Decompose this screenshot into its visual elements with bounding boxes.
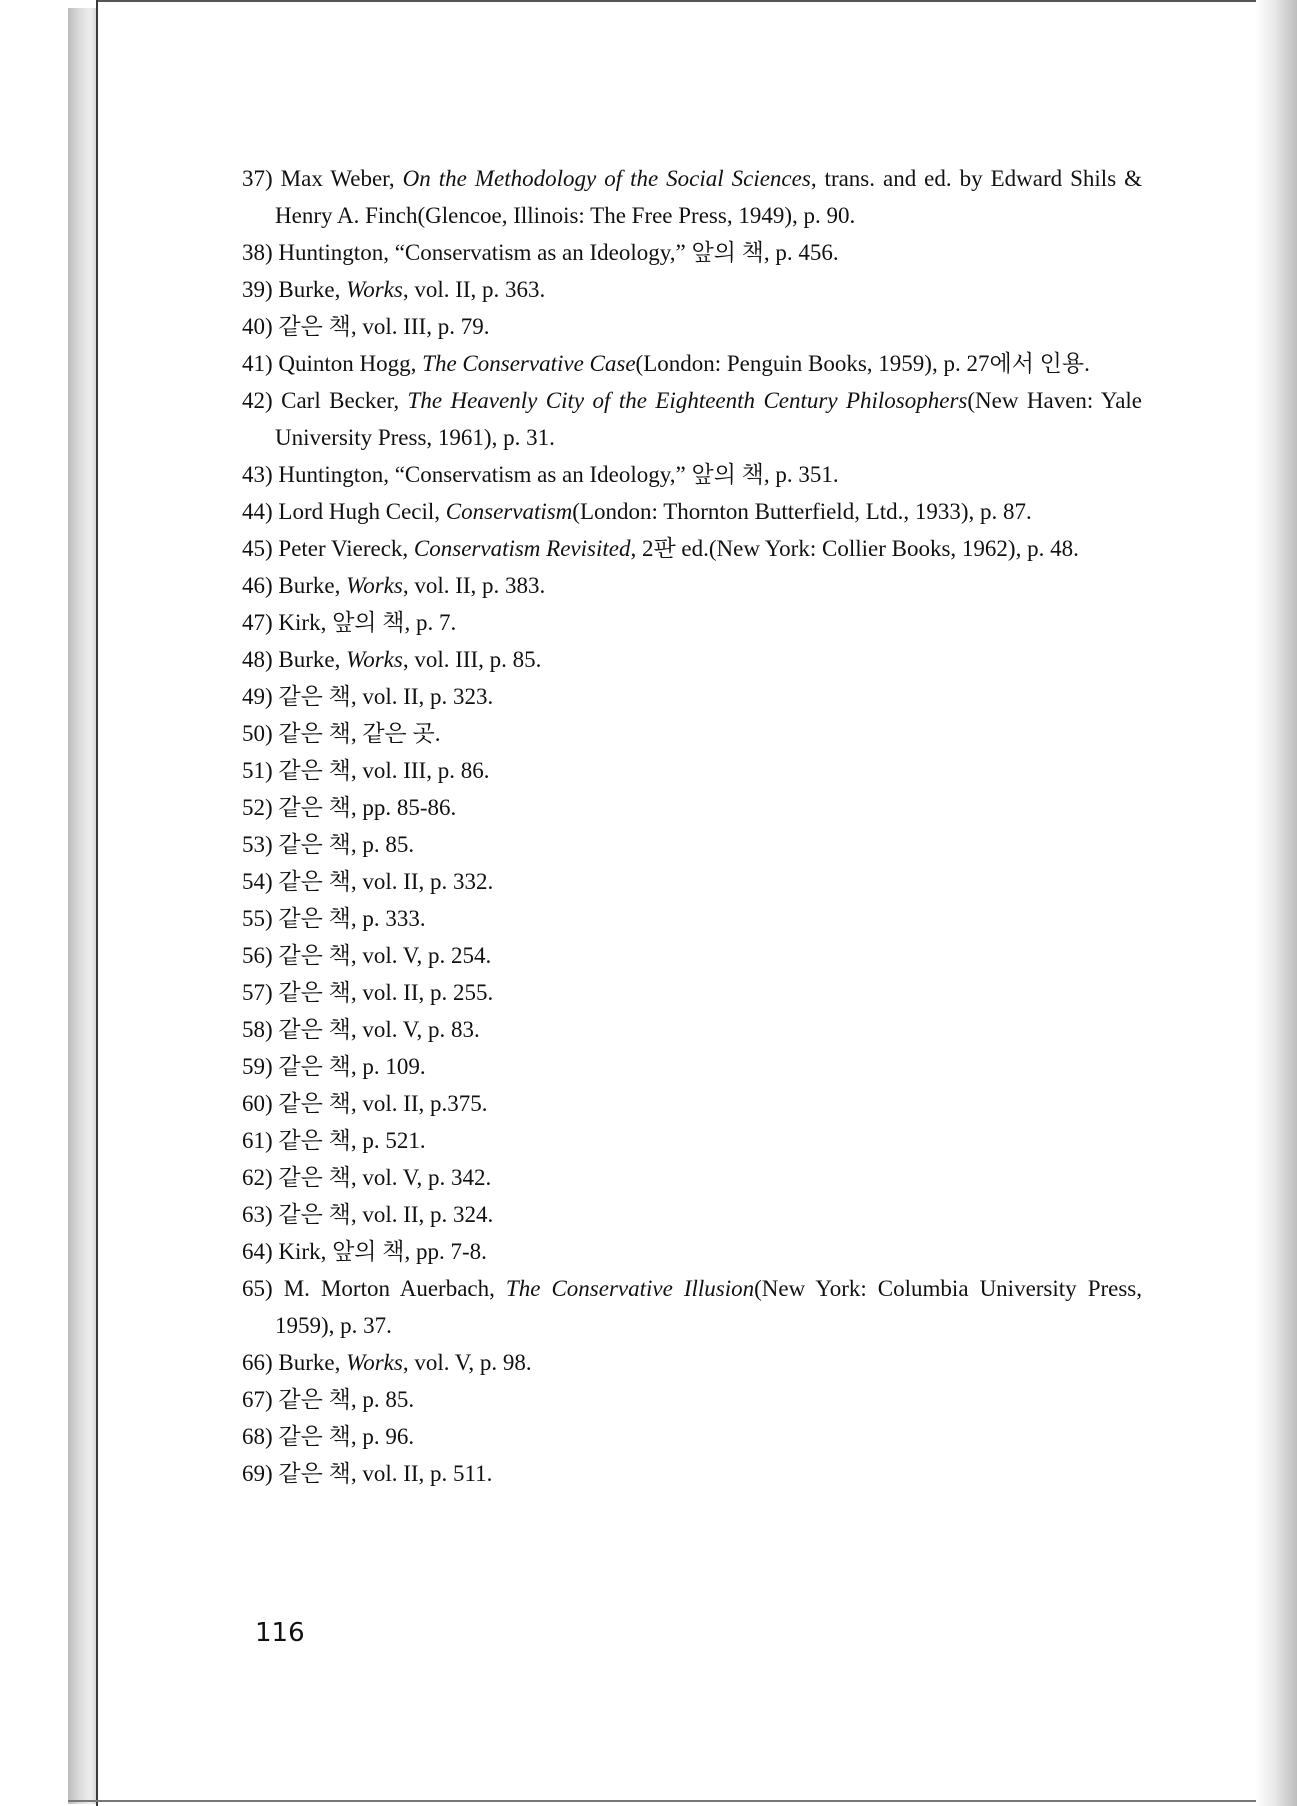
note-text: 같은 책, vol. II, p. 332. (278, 869, 494, 894)
note-text: 같은 책, vol. II, p. 255. (278, 980, 494, 1005)
page-right-shadow (1256, 0, 1297, 1806)
endnote (242, 1085, 1142, 1122)
endnote (242, 271, 1142, 308)
endnote (242, 1344, 1142, 1381)
note-number: 67) (242, 1387, 273, 1412)
note-number: 68) (242, 1424, 273, 1449)
note-number: 38) (242, 240, 273, 265)
note-text: Burke, (278, 647, 347, 672)
note-number: 60) (242, 1091, 273, 1116)
note-number: 47) (242, 610, 273, 635)
note-number: 69) (242, 1461, 273, 1486)
endnotes-list (242, 160, 1142, 1492)
note-text: 같은 책, vol. III, p. 79. (278, 314, 490, 339)
note-text: Huntington, “Conservatism as an Ideology,” 앞의 책, p. 351. (278, 462, 839, 487)
note-text: 같은 책, p. 333. (278, 906, 426, 931)
note-text: Huntington, “Conservatism as an Ideology,” 앞의 책, p. 456. (278, 240, 839, 265)
note-title: The Heavenly City of the Eighteenth Century Philosophers (407, 388, 968, 413)
note-text: Burke, (278, 1350, 347, 1375)
note-title: Works (346, 1350, 403, 1375)
endnote (242, 715, 1142, 752)
note-text: M. Morton Auerbach, (283, 1276, 506, 1301)
note-number: 55) (242, 906, 273, 931)
endnote (242, 567, 1142, 604)
note-text: Carl Becker, (281, 388, 408, 413)
endnote (242, 530, 1142, 567)
note-number: 45) (242, 536, 273, 561)
note-title: Conservatism Revisited (413, 536, 631, 561)
note-number: 48) (242, 647, 273, 672)
note-text: 같은 책, p. 85. (278, 1387, 415, 1412)
note-number: 64) (242, 1239, 273, 1264)
note-number: 53) (242, 832, 273, 857)
endnote (242, 826, 1142, 863)
endnote (242, 160, 1142, 234)
endnote (242, 937, 1142, 974)
note-number: 65) (242, 1276, 273, 1301)
note-text: Peter Viereck, (278, 536, 414, 561)
note-number: 40) (242, 314, 273, 339)
note-text: 같은 책, pp. 85-86. (278, 795, 457, 820)
page-bottom-edge (68, 1800, 1297, 1802)
note-title: Works (346, 647, 403, 672)
note-number: 56) (242, 943, 273, 968)
note-text: 같은 책, p. 85. (278, 832, 415, 857)
note-number: 62) (242, 1165, 273, 1190)
endnote (242, 752, 1142, 789)
note-text: 같은 책, p. 521. (278, 1128, 426, 1153)
note-number: 58) (242, 1017, 273, 1042)
note-text-after: , trans. and ed. by Edward Shils & Henry A. Finch(Glencoe, Illinois: The Free Press, 1949), p. 90. (275, 166, 1143, 228)
endnote (242, 1048, 1142, 1085)
endnote (242, 1159, 1142, 1196)
note-text: Quinton Hogg, (278, 351, 423, 376)
note-number: 49) (242, 684, 273, 709)
note-text: Kirk, 앞의 책, pp. 7-8. (278, 1239, 487, 1264)
endnote (242, 1270, 1142, 1344)
note-number: 50) (242, 721, 273, 746)
note-number: 54) (242, 869, 273, 894)
page-top-edge (98, 0, 1297, 2)
endnote (242, 1233, 1142, 1270)
note-number: 51) (242, 758, 273, 783)
endnote (242, 1418, 1142, 1455)
note-text-after: , vol. II, p. 383. (402, 573, 546, 598)
note-number: 57) (242, 980, 273, 1005)
note-title: Works (346, 277, 403, 302)
note-number: 42) (242, 388, 273, 413)
note-text-after: (New York: Columbia University Press, 1959), p. 37. (275, 1276, 1143, 1338)
endnote (242, 1196, 1142, 1233)
note-text-after: , vol. V, p. 98. (402, 1350, 532, 1375)
note-text: 같은 책, 같은 곳. (278, 721, 441, 746)
note-text: Burke, (278, 573, 347, 598)
note-title: Conservatism (445, 499, 573, 524)
note-text-after: (London: Thornton Butterfield, Ltd., 1933), p. 87. (572, 499, 1032, 524)
note-text-after: , vol. III, p. 85. (402, 647, 542, 672)
note-text: 같은 책, vol. V, p. 254. (278, 943, 492, 968)
book-spine (68, 8, 98, 1804)
note-title: Works (346, 573, 403, 598)
spine-edge-line (96, 0, 98, 1806)
note-number: 61) (242, 1128, 273, 1153)
note-title: The Conservative Illusion (505, 1276, 755, 1301)
note-text-after: (London: Penguin Books, 1959), p. 27에서 인용. (635, 351, 1090, 376)
note-number: 41) (242, 351, 273, 376)
endnote (242, 789, 1142, 826)
note-text: Lord Hugh Cecil, (278, 499, 446, 524)
note-text: 같은 책, vol. II, p. 511. (278, 1461, 493, 1486)
endnote (242, 382, 1142, 456)
note-text: 같은 책, vol. II, p. 323. (278, 684, 494, 709)
note-number: 52) (242, 795, 273, 820)
note-number: 44) (242, 499, 273, 524)
endnote (242, 974, 1142, 1011)
note-text: 같은 책, vol. V, p. 342. (278, 1165, 492, 1190)
note-text-after: , 2판 ed.(New York: Collier Books, 1962), p. 48. (630, 536, 1079, 561)
note-text: 같은 책, vol. II, p. 324. (278, 1202, 494, 1227)
note-text: Max Weber, (280, 166, 403, 191)
note-text-after: , vol. II, p. 363. (402, 277, 546, 302)
note-number: 43) (242, 462, 273, 487)
note-number: 46) (242, 573, 273, 598)
endnote (242, 900, 1142, 937)
endnote (242, 641, 1142, 678)
note-text: 같은 책, vol. V, p. 83. (278, 1017, 480, 1042)
endnote (242, 1455, 1142, 1492)
endnote (242, 604, 1142, 641)
endnote (242, 234, 1142, 271)
endnote (242, 1122, 1142, 1159)
note-text-after: (New Haven: Yale University Press, 1961), p. 31. (275, 388, 1143, 450)
page-number: 116 (255, 1618, 305, 1648)
endnote (242, 1011, 1142, 1048)
endnote (242, 345, 1142, 382)
note-number: 59) (242, 1054, 273, 1079)
endnote (242, 1381, 1142, 1418)
note-text: 같은 책, vol. II, p.375. (278, 1091, 488, 1116)
note-number: 39) (242, 277, 273, 302)
endnote (242, 493, 1142, 530)
endnote (242, 456, 1142, 493)
note-number: 37) (242, 166, 273, 191)
endnote (242, 308, 1142, 345)
note-text: 같은 책, p. 109. (278, 1054, 426, 1079)
note-title: On the Methodology of the Social Sciences (402, 166, 811, 191)
note-number: 66) (242, 1350, 273, 1375)
note-text: 같은 책, p. 96. (278, 1424, 415, 1449)
note-text: Kirk, 앞의 책, p. 7. (278, 610, 457, 635)
note-number: 63) (242, 1202, 273, 1227)
note-text: 같은 책, vol. III, p. 86. (278, 758, 490, 783)
note-text: Burke, (278, 277, 347, 302)
note-title: The Conservative Case (422, 351, 636, 376)
endnote (242, 863, 1142, 900)
endnote (242, 678, 1142, 715)
